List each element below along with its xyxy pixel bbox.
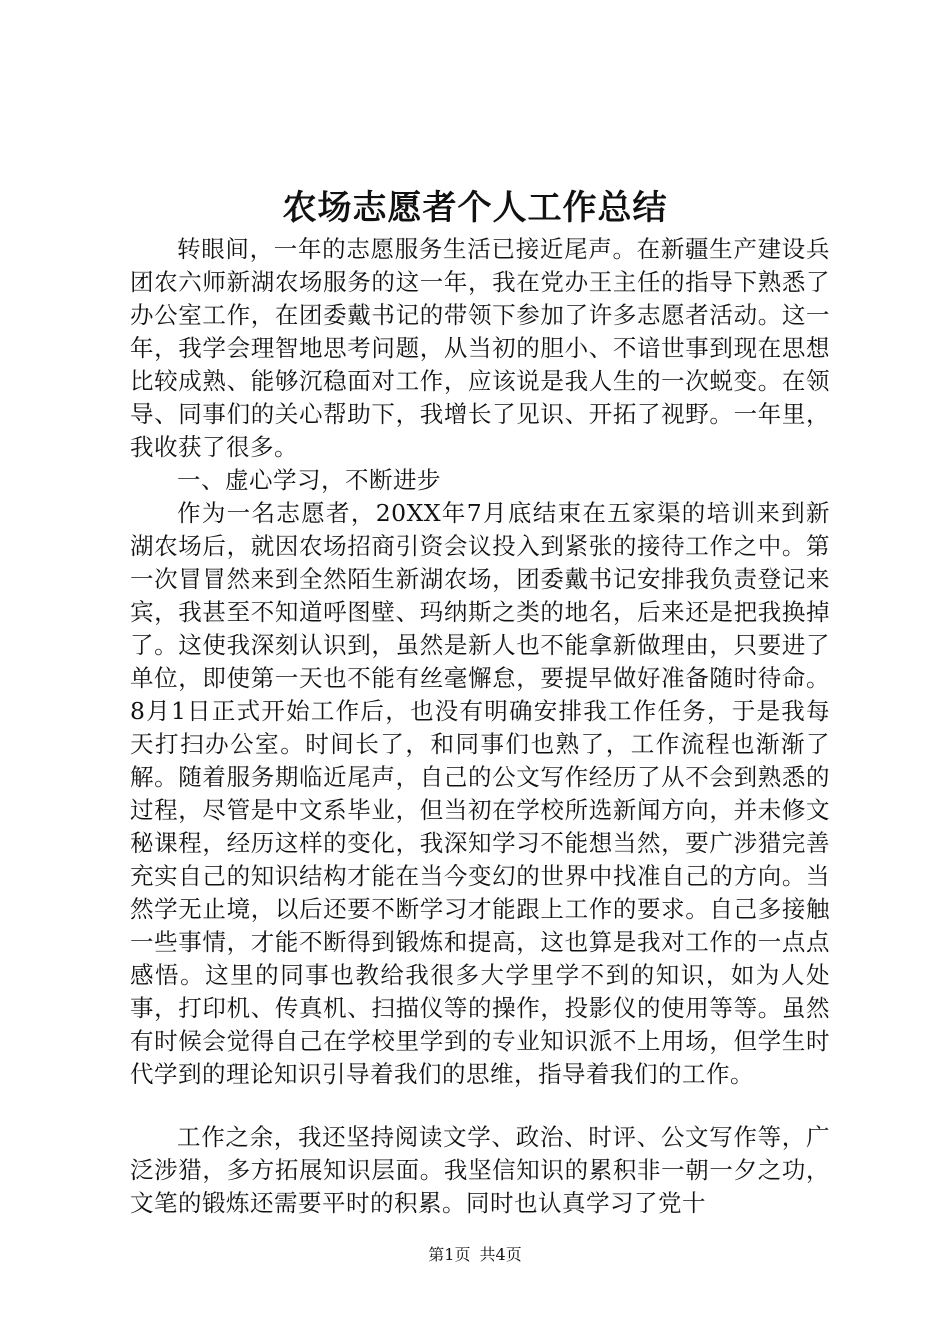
page-number: 第1页	[428, 1245, 471, 1264]
paragraph-learning: 作为一名志愿者，20XX年7月底结束在五家渠的培训来到新湖农场后，就因农场招商引资会议投入到紧张的接待工作之中。第一次冒冒然来到全然陌生新湖农场，团委戴书记安排我负责登记来宾，我甚至不知道呼图壁、玛纳斯之类的地名，后来还是把我换掉了。这使我深刻认识到，虽然是新人也不能拿新做理由，只要进了单位，即使第一天也不能有丝毫懈怠，要提早做好准备随时待命。8月1日正式开始工作后，也没有明确安排我工作任务，于是我每天打扫办公室。时间长了，和同事们也熟了，工作流程也渐渐了解。随着服务期临近尾声，自己的公文写作经历了从不会到熟悉的过程，尽管是中文系毕业，但当初在学校所选新闻方向，并未修文秘课程，经历这样的变化，我深知学习不能想当然，要广涉猎完善充实自己的知识结构才能在当今变幻的世界中找准自己的方向。当然学无止境，以后还要不断学习才能跟上工作的要求。自己多接触一些事情，才能不断得到锻炼和提高，这也算是我对工作的一点点感悟。这里的同事也教给我很多大学里学不到的知识，如为人处事，打印机、传真机、扫描仪等的操作，投影仪的使用等等。虽然有时候会觉得自己在学校里学到的专业知识派不上用场，但学生时代学到的理论知识引导着我们的思维，指导着我们的工作。	[130, 499, 830, 1088]
document-title: 农场志愿者个人工作总结	[282, 188, 668, 228]
page-total: 共4页	[479, 1245, 522, 1264]
page-footer	[0, 1245, 950, 1265]
paragraph-spacer	[130, 1091, 830, 1121]
paragraph-intro: 转眼间，一年的志愿服务生活已接近尾声。在新疆生产建设兵团农六师新湖农场服务的这一年，我在党办王主任的指导下熟悉了办公室工作，在团委戴书记的带领下参加了许多志愿者活动。这一年，我学会理智地思考问题，从当初的胆小、不谙世事到现在思想比较成熟、能够沉稳面对工作，应该说是我人生的一次蜕变。在领导、同事们的关心帮助下，我增长了见识、开拓了视野。一年里，我收获了很多。	[130, 235, 830, 461]
section-heading: 一、虚心学习，不断进步	[177, 466, 441, 494]
document-body	[130, 233, 830, 1220]
paragraph-reading: 工作之余，我还坚持阅读文学、政治、时评、公文写作等，广泛涉猎，多方拓展知识层面。我坚信知识的累积非一朝一夕之功，文笔的锻炼还需要平时的积累。同时也认真学习了党十	[130, 1123, 830, 1217]
